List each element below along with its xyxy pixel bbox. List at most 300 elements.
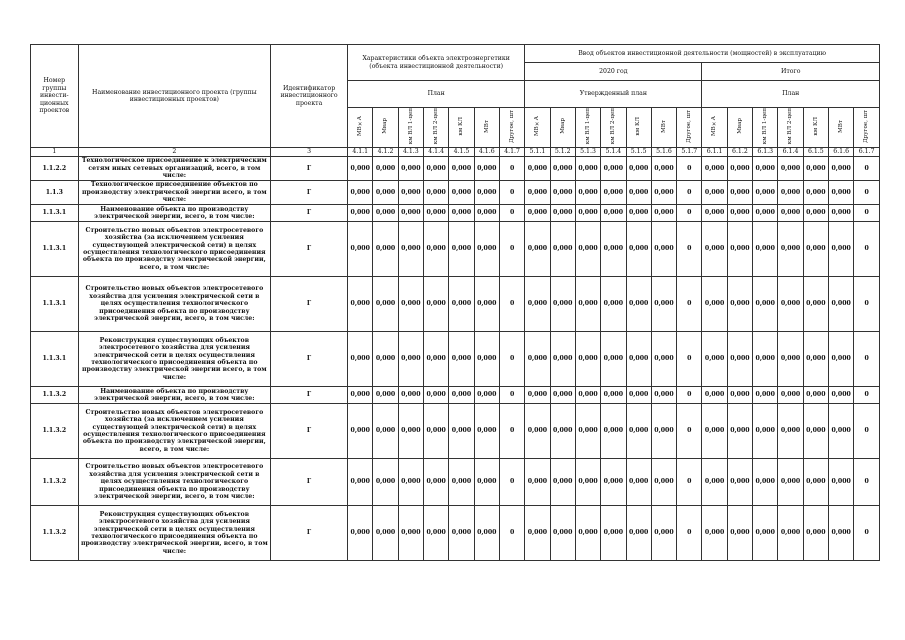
value-cell: 0 (499, 332, 524, 387)
column-number: 6.1.7 (854, 148, 880, 157)
value-cell: 0,000 (727, 506, 752, 561)
value-cell: 0,000 (626, 459, 651, 506)
value-cell: 0,000 (651, 277, 676, 332)
value-cell: 0 (499, 404, 524, 459)
table-row (31, 506, 880, 561)
value-cell: 0,000 (829, 157, 854, 181)
unit-label: км ВЛ 2-цеп (787, 108, 794, 145)
value-cell: 0,000 (449, 459, 474, 506)
value-cell: 0 (854, 332, 880, 387)
value-cell: 0,000 (601, 205, 626, 222)
project-name-cell: Наименование объекта по производству электрической энергии, всего, в том числе: (78, 387, 270, 404)
value-cell: 0,000 (525, 157, 550, 181)
value-cell: 0,000 (575, 205, 600, 222)
value-cell: 0,000 (449, 277, 474, 332)
identifier-cell: Г (271, 222, 348, 277)
value-cell: 0,000 (373, 387, 398, 404)
unit-label: Мвар (559, 118, 566, 135)
value-cell: 0,000 (601, 332, 626, 387)
value-cell: 0 (854, 205, 880, 222)
column-number: 1 (31, 148, 79, 157)
value-cell: 0,000 (803, 181, 828, 205)
value-cell: 0,000 (398, 205, 423, 222)
value-cell: 0,000 (424, 459, 449, 506)
value-cell: 0 (499, 459, 524, 506)
column-number: 4.1.4 (424, 148, 449, 157)
value-cell: 0,000 (753, 459, 778, 506)
value-cell: 0,000 (373, 404, 398, 459)
value-cell: 0,000 (398, 181, 423, 205)
table-row (31, 181, 880, 205)
column-number: 4.1.6 (474, 148, 499, 157)
value-cell: 0,000 (348, 387, 373, 404)
project-name-cell: Реконструкция существующих объектов электросетевого хозяйства для усиления электрической сети в целях осуществления технологического присоединения объекта по производству электрической энергии всего, в том числе: (78, 332, 270, 387)
column-number: 5.1.3 (575, 148, 600, 157)
value-cell: 0,000 (575, 459, 600, 506)
unit-label: Другое, шт (863, 109, 870, 143)
value-cell: 0,000 (778, 459, 803, 506)
value-cell: 0,000 (550, 459, 575, 506)
table-row (31, 332, 880, 387)
value-cell: 0,000 (753, 205, 778, 222)
project-name-cell: Технологическое присоединение объектов по производству электрической энергии всего, в том числе: (78, 181, 270, 205)
value-cell: 0,000 (651, 332, 676, 387)
value-cell: 0,000 (474, 222, 499, 277)
unit-header (449, 108, 474, 148)
value-cell: 0,000 (398, 222, 423, 277)
value-cell: 0 (677, 181, 702, 205)
unit-label: МВ×А (711, 116, 718, 137)
value-cell: 0,000 (651, 205, 676, 222)
value-cell: 0,000 (651, 181, 676, 205)
column-number: 2 (78, 148, 270, 157)
value-cell: 0,000 (373, 277, 398, 332)
value-cell: 0,000 (626, 157, 651, 181)
value-cell: 0,000 (803, 387, 828, 404)
value-cell: 0 (854, 387, 880, 404)
value-cell: 0,000 (449, 157, 474, 181)
value-cell: 0,000 (525, 205, 550, 222)
value-cell: 0,000 (601, 181, 626, 205)
value-cell: 0,000 (702, 404, 727, 459)
value-cell: 0,000 (373, 222, 398, 277)
value-cell: 0,000 (525, 222, 550, 277)
identifier-cell: Г (271, 404, 348, 459)
value-cell: 0,000 (651, 506, 676, 561)
value-cell: 0,000 (778, 404, 803, 459)
value-cell: 0,000 (373, 157, 398, 181)
project-name-cell: Строительство новых объектов электросетевого хозяйства (за исключением усиления существующей электрической сети) в целях осуществления технологического присоединения объекта по производству электрической энергии, всего, в том числе: (78, 404, 270, 459)
value-cell: 0,000 (753, 506, 778, 561)
unit-header (499, 108, 524, 148)
value-cell: 0,000 (348, 222, 373, 277)
header-identifier: Идентификатор инвестиционного проекта (271, 45, 348, 148)
value-cell: 0,000 (778, 387, 803, 404)
value-cell: 0,000 (601, 387, 626, 404)
value-cell: 0,000 (778, 332, 803, 387)
unit-header (373, 108, 398, 148)
value-cell: 0,000 (829, 181, 854, 205)
value-cell: 0,000 (778, 277, 803, 332)
group-number-cell: 1.1.2.2 (31, 157, 79, 181)
project-name-cell: Строительство новых объектов электросетевого хозяйства для усиления электрической сети в целях осуществления технологического присоединения объекта по производству электрической энергии, всего, в том числе: (78, 459, 270, 506)
value-cell: 0,000 (601, 222, 626, 277)
unit-label: МВ×А (534, 116, 541, 137)
group-number-cell: 1.1.3.2 (31, 387, 79, 404)
value-cell: 0,000 (778, 222, 803, 277)
value-cell: 0,000 (550, 205, 575, 222)
value-cell: 0,000 (449, 332, 474, 387)
value-cell: 0,000 (348, 277, 373, 332)
header-plan-total: План (702, 81, 880, 108)
value-cell: 0,000 (424, 222, 449, 277)
value-cell: 0,000 (474, 459, 499, 506)
unit-header (753, 108, 778, 148)
unit-header (727, 108, 752, 148)
header-group-number: Номер группы инвести-ционных проектов (31, 45, 79, 148)
unit-label: км ВЛ 2-цеп (432, 108, 439, 145)
value-cell: 0,000 (424, 157, 449, 181)
value-cell: 0,000 (474, 181, 499, 205)
value-cell: 0,000 (702, 277, 727, 332)
unit-label: Мвар (736, 118, 743, 135)
column-number: 3 (271, 148, 348, 157)
value-cell: 0,000 (626, 387, 651, 404)
value-cell: 0,000 (626, 205, 651, 222)
group-number-cell: 1.1.3.1 (31, 222, 79, 277)
unit-label: МВт (483, 119, 490, 133)
value-cell: 0 (854, 157, 880, 181)
header-total: Итого (702, 63, 880, 81)
unit-header (474, 108, 499, 148)
value-cell: 0,000 (348, 332, 373, 387)
value-cell: 0 (499, 157, 524, 181)
value-cell: 0 (677, 222, 702, 277)
value-cell: 0,000 (449, 404, 474, 459)
value-cell: 0,000 (398, 387, 423, 404)
value-cell: 0,000 (829, 277, 854, 332)
value-cell: 0,000 (575, 387, 600, 404)
value-cell: 0,000 (753, 277, 778, 332)
value-cell: 0,000 (373, 332, 398, 387)
value-cell: 0,000 (626, 404, 651, 459)
value-cell: 0,000 (474, 332, 499, 387)
column-number: 6.1.2 (727, 148, 752, 157)
column-number: 5.1.1 (525, 148, 550, 157)
value-cell: 0,000 (575, 222, 600, 277)
unit-label: км КЛ (458, 116, 465, 136)
value-cell: 0 (499, 387, 524, 404)
value-cell: 0 (854, 181, 880, 205)
value-cell: 0,000 (398, 404, 423, 459)
value-cell: 0,000 (550, 332, 575, 387)
value-cell: 0,000 (601, 459, 626, 506)
value-cell: 0,000 (550, 157, 575, 181)
value-cell: 0,000 (550, 277, 575, 332)
value-cell: 0,000 (778, 181, 803, 205)
unit-label: км КЛ (635, 116, 642, 136)
unit-label: км ВЛ 1-цеп (584, 108, 591, 145)
project-name-cell: Реконструкция существующих объектов электросетевого хозяйства для усиления электрической сети в целях осуществления технологического присоединения объекта по производству электрической энергии, всего, в том числе: (78, 506, 270, 561)
value-cell: 0 (854, 506, 880, 561)
value-cell: 0,000 (449, 506, 474, 561)
value-cell: 0,000 (702, 205, 727, 222)
group-number-cell: 1.1.3.1 (31, 332, 79, 387)
value-cell: 0,000 (449, 181, 474, 205)
column-number: 6.1.6 (829, 148, 854, 157)
identifier-cell: Г (271, 205, 348, 222)
value-cell: 0,000 (525, 332, 550, 387)
identifier-cell: Г (271, 387, 348, 404)
group-number-cell: 1.1.3.2 (31, 506, 79, 561)
value-cell: 0,000 (550, 181, 575, 205)
value-cell: 0,000 (803, 157, 828, 181)
value-cell: 0,000 (702, 506, 727, 561)
value-cell: 0,000 (829, 404, 854, 459)
unit-header (348, 108, 373, 148)
value-cell: 0 (677, 277, 702, 332)
value-cell: 0,000 (601, 277, 626, 332)
column-number: 6.1.5 (803, 148, 828, 157)
value-cell: 0,000 (424, 506, 449, 561)
value-cell: 0,000 (424, 277, 449, 332)
unit-label: Другое, шт (508, 109, 515, 143)
value-cell: 0,000 (702, 387, 727, 404)
value-cell: 0,000 (829, 459, 854, 506)
header-characteristics: Характеристики объекта электроэнергетики (объекта инвестиционной деятельности) (348, 45, 525, 81)
header-commissioning: Ввод объектов инвестиционной деятельности (мощностей) в эксплуатацию (525, 45, 880, 63)
value-cell: 0,000 (778, 205, 803, 222)
value-cell: 0,000 (525, 277, 550, 332)
value-cell: 0,000 (575, 181, 600, 205)
value-cell: 0 (854, 459, 880, 506)
value-cell: 0,000 (398, 506, 423, 561)
unit-label: МВт (660, 119, 667, 133)
value-cell: 0,000 (424, 181, 449, 205)
value-cell: 0 (677, 506, 702, 561)
group-number-cell: 1.1.3 (31, 181, 79, 205)
value-cell: 0,000 (601, 157, 626, 181)
unit-header (677, 108, 702, 148)
value-cell: 0,000 (803, 222, 828, 277)
value-cell: 0,000 (727, 157, 752, 181)
value-cell: 0,000 (753, 157, 778, 181)
value-cell: 0,000 (525, 387, 550, 404)
value-cell: 0,000 (702, 222, 727, 277)
group-number-cell: 1.1.3.2 (31, 404, 79, 459)
value-cell: 0,000 (398, 459, 423, 506)
value-cell: 0,000 (575, 404, 600, 459)
value-cell: 0,000 (651, 222, 676, 277)
value-cell: 0 (499, 277, 524, 332)
value-cell: 0,000 (829, 506, 854, 561)
value-cell: 0,000 (550, 506, 575, 561)
column-number: 4.1.1 (348, 148, 373, 157)
header-year-2020: 2020 год (525, 63, 702, 81)
value-cell: 0,000 (803, 506, 828, 561)
value-cell: 0,000 (373, 205, 398, 222)
value-cell: 0,000 (727, 459, 752, 506)
unit-header (626, 108, 651, 148)
column-number: 5.1.4 (601, 148, 626, 157)
unit-label: МВт (837, 119, 844, 133)
value-cell: 0,000 (398, 332, 423, 387)
value-cell: 0,000 (803, 459, 828, 506)
unit-label: Мвар (382, 118, 389, 135)
table-row (31, 387, 880, 404)
unit-header (651, 108, 676, 148)
value-cell: 0,000 (474, 205, 499, 222)
value-cell: 0,000 (727, 181, 752, 205)
column-number: 6.1.1 (702, 148, 727, 157)
unit-header (702, 108, 727, 148)
column-number: 4.1.3 (398, 148, 423, 157)
unit-label: км ВЛ 1-цеп (762, 108, 768, 145)
value-cell: 0,000 (829, 332, 854, 387)
value-cell: 0,000 (474, 277, 499, 332)
value-cell: 0 (677, 157, 702, 181)
unit-label: км ВЛ 2-цеп (610, 108, 617, 145)
value-cell: 0,000 (727, 205, 752, 222)
value-cell: 0 (677, 332, 702, 387)
value-cell: 0,000 (575, 157, 600, 181)
value-cell: 0,000 (575, 506, 600, 561)
value-cell: 0,000 (829, 222, 854, 277)
value-cell: 0,000 (373, 181, 398, 205)
value-cell: 0,000 (626, 222, 651, 277)
value-cell: 0 (499, 181, 524, 205)
unit-header (778, 108, 803, 148)
group-number-cell: 1.1.3.1 (31, 277, 79, 332)
value-cell: 0,000 (525, 459, 550, 506)
column-number: 6.1.4 (778, 148, 803, 157)
value-cell: 0,000 (702, 332, 727, 387)
value-cell: 0,000 (651, 157, 676, 181)
table-row (31, 459, 880, 506)
value-cell: 0,000 (626, 277, 651, 332)
value-cell: 0,000 (348, 205, 373, 222)
value-cell: 0,000 (803, 277, 828, 332)
table-row (31, 404, 880, 459)
value-cell: 0,000 (474, 506, 499, 561)
value-cell: 0,000 (601, 404, 626, 459)
value-cell: 0,000 (449, 387, 474, 404)
value-cell: 0 (499, 222, 524, 277)
project-name-cell: Строительство новых объектов электросетевого хозяйства (за исключением усиления существующей электрической сети) в целях осуществления технологического присоединения объекта по производству электрической энергии, всего, в том числе: (78, 222, 270, 277)
unit-header (854, 108, 880, 148)
project-name-cell: Строительство новых объектов электросетевого хозяйства для усиления электрической сети в целях осуществления технологического присоединения объекта по производству электрической энергии, всего, в том числе: (78, 277, 270, 332)
value-cell: 0 (854, 277, 880, 332)
value-cell: 0 (677, 404, 702, 459)
value-cell: 0,000 (474, 404, 499, 459)
value-cell: 0,000 (525, 506, 550, 561)
header-approved-plan: Утвержденный план (525, 81, 702, 108)
value-cell: 0,000 (803, 404, 828, 459)
project-name-cell: Наименование объекта по производству электрической энергии, всего, в том числе: (78, 205, 270, 222)
unit-header (601, 108, 626, 148)
value-cell: 0,000 (651, 387, 676, 404)
header-project-name: Наименование инвестиционного проекта (группы инвестиционных проектов) (78, 45, 270, 148)
value-cell: 0,000 (373, 506, 398, 561)
value-cell: 0,000 (727, 277, 752, 332)
unit-label: Другое, шт (686, 109, 693, 143)
unit-header (550, 108, 575, 148)
header-plan: План (348, 81, 525, 108)
value-cell: 0,000 (829, 205, 854, 222)
table-row (31, 222, 880, 277)
column-number: 6.1.3 (753, 148, 778, 157)
value-cell: 0,000 (424, 332, 449, 387)
value-cell: 0,000 (348, 459, 373, 506)
value-cell: 0,000 (753, 332, 778, 387)
table-row (31, 157, 880, 181)
value-cell: 0,000 (753, 222, 778, 277)
value-cell: 0,000 (525, 181, 550, 205)
identifier-cell: Г (271, 277, 348, 332)
value-cell: 0,000 (424, 205, 449, 222)
column-number: 5.1.7 (677, 148, 702, 157)
column-number: 4.1.2 (373, 148, 398, 157)
value-cell: 0 (854, 404, 880, 459)
value-cell: 0 (677, 205, 702, 222)
value-cell: 0,000 (424, 387, 449, 404)
value-cell: 0,000 (550, 404, 575, 459)
value-cell: 0,000 (829, 387, 854, 404)
value-cell: 0,000 (753, 387, 778, 404)
value-cell: 0,000 (449, 205, 474, 222)
column-number: 5.1.5 (626, 148, 651, 157)
value-cell: 0,000 (626, 332, 651, 387)
value-cell: 0,000 (727, 404, 752, 459)
value-cell: 0 (499, 205, 524, 222)
value-cell: 0,000 (525, 404, 550, 459)
column-number: 5.1.6 (651, 148, 676, 157)
value-cell: 0,000 (753, 404, 778, 459)
value-cell: 0,000 (575, 332, 600, 387)
identifier-cell: Г (271, 506, 348, 561)
project-name-cell: Технологическое присоединение к электрическим сетям иных сетевых организаций, всего, в том числе: (78, 157, 270, 181)
value-cell: 0,000 (550, 387, 575, 404)
table-row (31, 205, 880, 222)
value-cell: 0,000 (348, 404, 373, 459)
value-cell: 0,000 (348, 506, 373, 561)
value-cell: 0,000 (702, 181, 727, 205)
value-cell: 0,000 (727, 222, 752, 277)
value-cell: 0 (677, 459, 702, 506)
identifier-cell: Г (271, 181, 348, 205)
investment-table (30, 44, 880, 561)
value-cell: 0,000 (702, 157, 727, 181)
table-row (31, 277, 880, 332)
column-number: 4.1.5 (449, 148, 474, 157)
group-number-cell: 1.1.3.2 (31, 459, 79, 506)
value-cell: 0,000 (651, 404, 676, 459)
value-cell: 0,000 (702, 459, 727, 506)
value-cell: 0,000 (626, 506, 651, 561)
unit-header (829, 108, 854, 148)
value-cell: 0,000 (550, 222, 575, 277)
identifier-cell: Г (271, 332, 348, 387)
value-cell: 0,000 (449, 222, 474, 277)
unit-header (575, 108, 600, 148)
value-cell: 0,000 (348, 181, 373, 205)
value-cell: 0 (677, 387, 702, 404)
value-cell: 0,000 (398, 277, 423, 332)
identifier-cell: Г (271, 459, 348, 506)
value-cell: 0,000 (474, 157, 499, 181)
value-cell: 0,000 (727, 332, 752, 387)
column-number: 4.1.7 (499, 148, 524, 157)
